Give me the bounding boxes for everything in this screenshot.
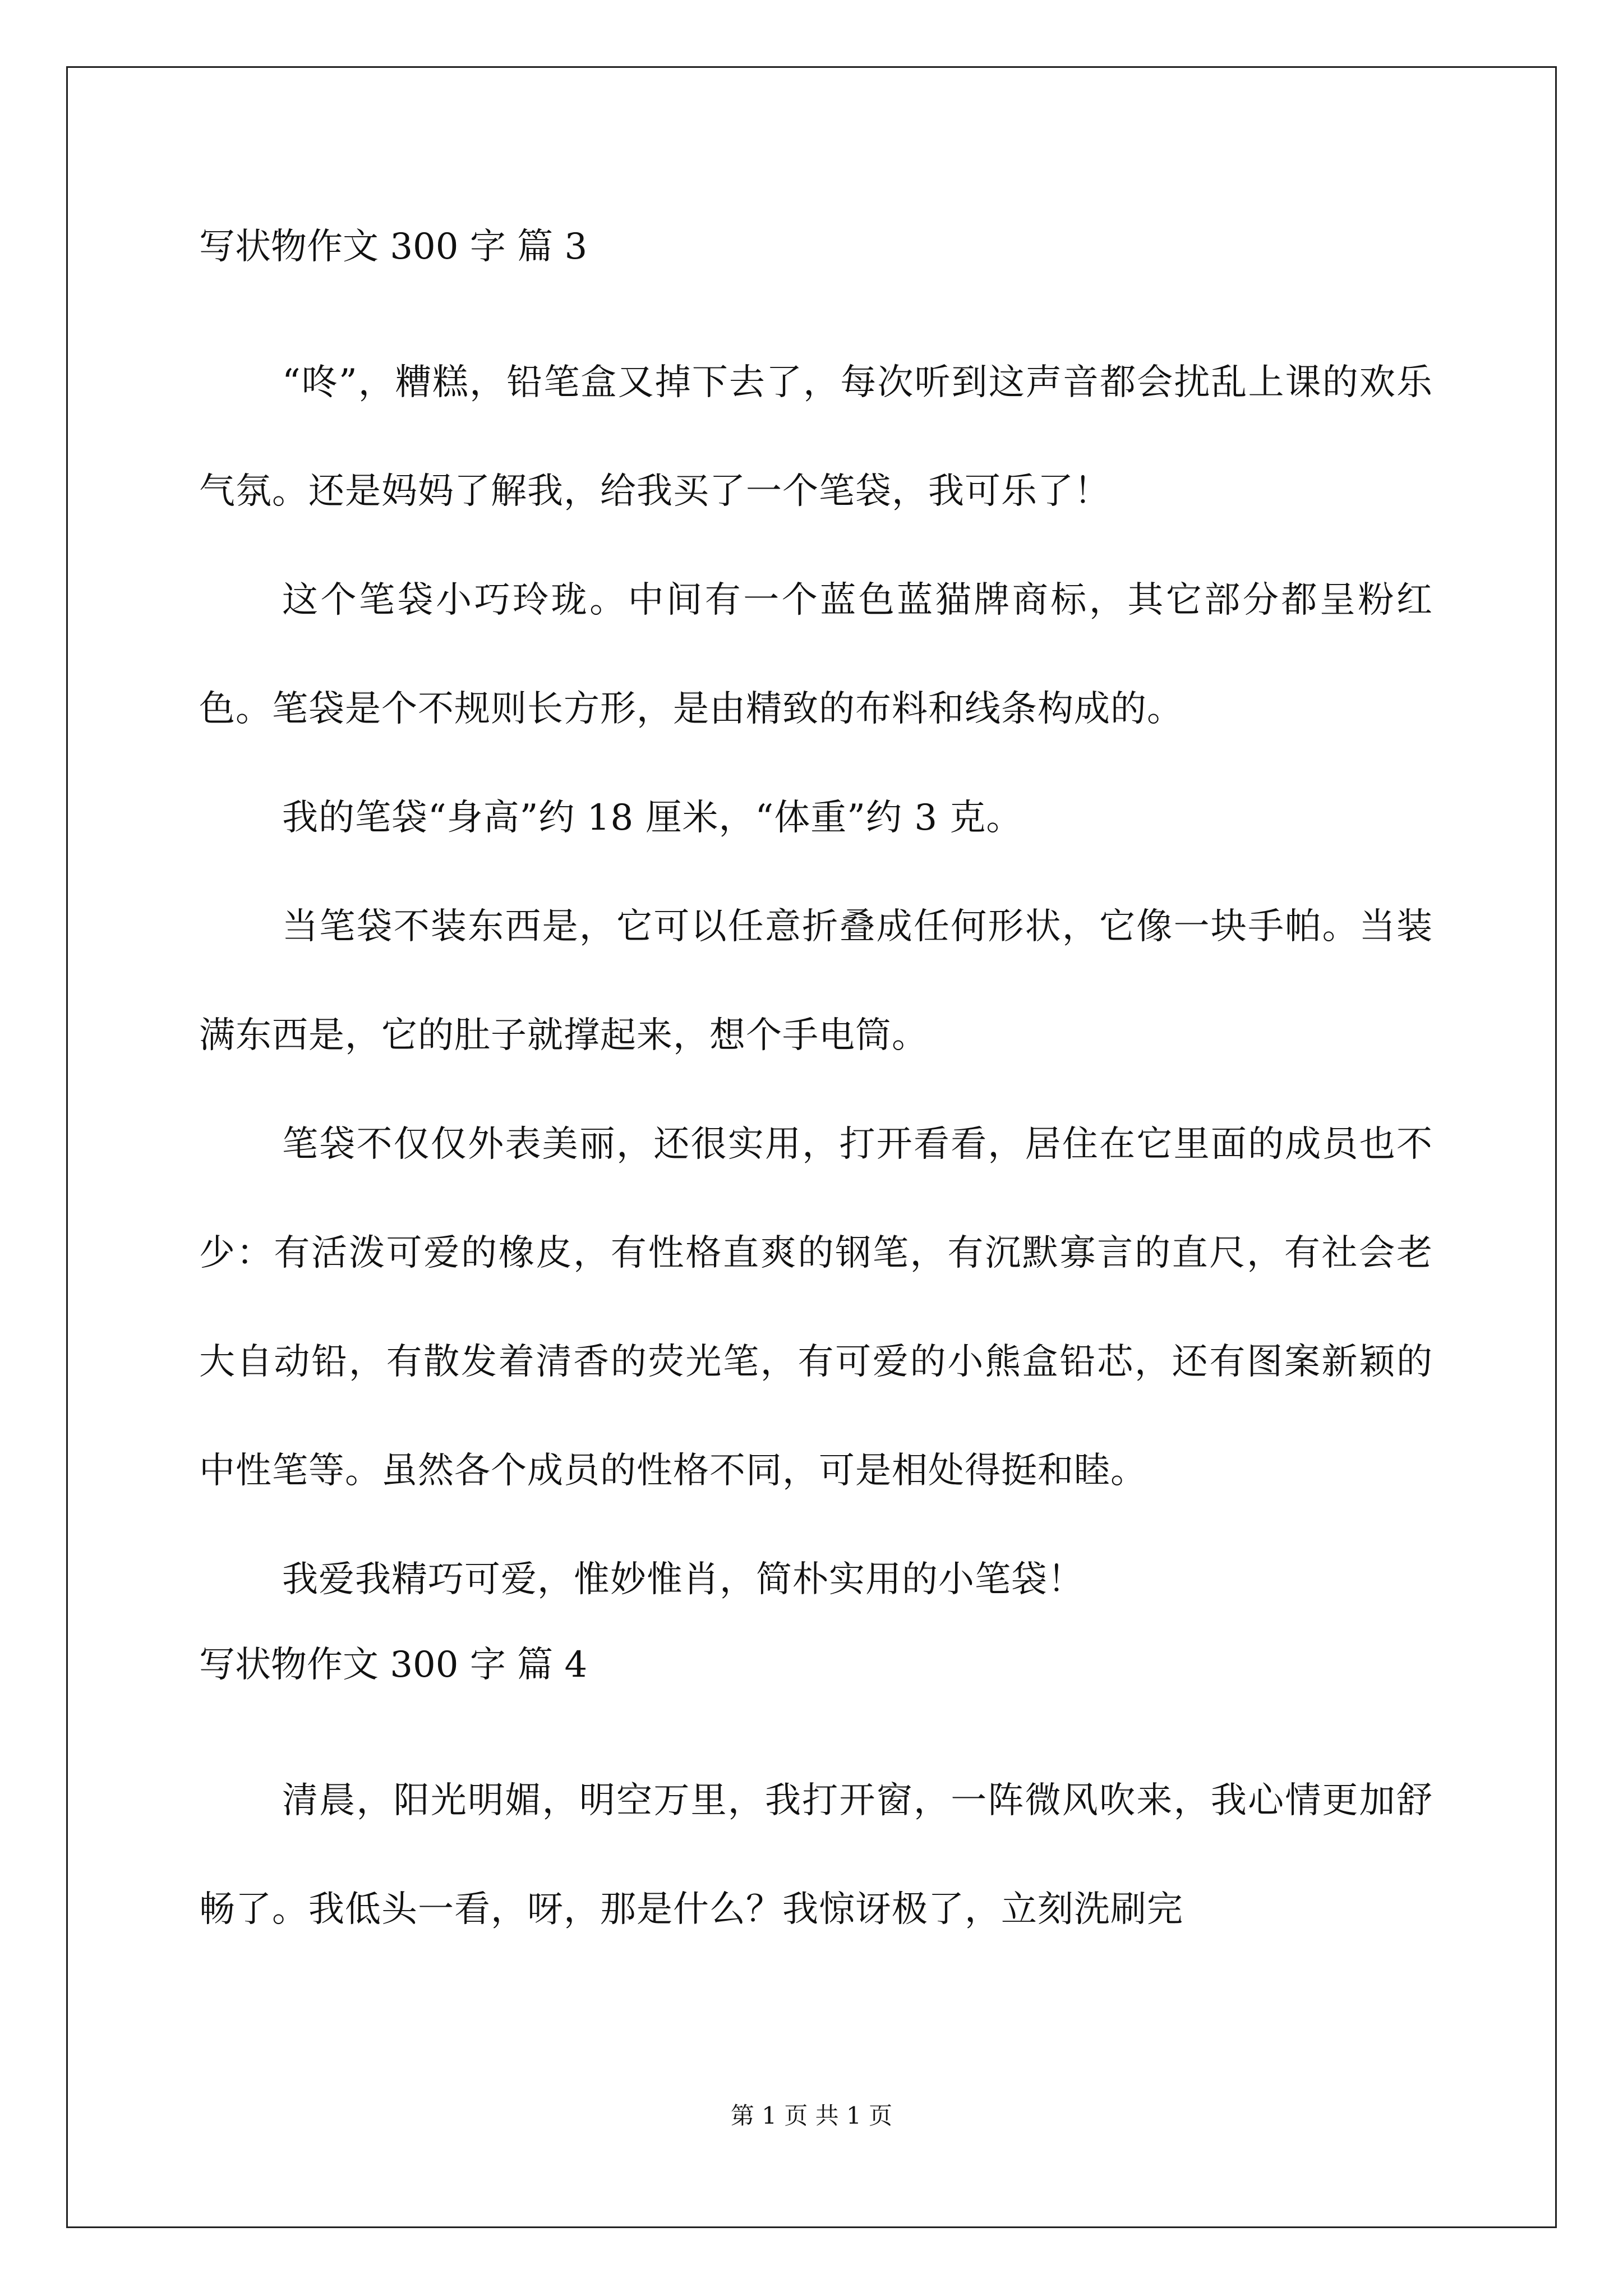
paragraph: 清晨，阳光明媚，明空万里，我打开窗，一阵微风吹来，我心情更加舒畅了。我低头一看，呀，那是什么？我惊讶极了，立刻洗刷完 [199,1780,1433,1930]
paragraph: 笔袋不仅仅外表美丽，还很实用，打开看看，居住在它里面的成员也不少：有活泼可爱的橡皮，有性格直爽的钢笔，有沉默寡言的直尺，有社会老大自动铅，有散发着清香的荧光笔，有可爱的小熊盒铅芯，还有图案新颖的中性笔等。虽然各个成员的性格不同，可是相处得挺和睦。 [199,1124,1433,1492]
section-4-heading: 写状物作文 300 字 篇 4 [199,1644,588,1686]
paragraph: 我的笔袋“身高”约 18 厘米，“体重”约 3 克。 [282,797,1023,839]
paragraph: 这个笔袋小巧玲珑。中间有一个蓝色蓝猫牌商标，其它部分都呈粉红色。笔袋是个不规则长方形，是由精致的布料和线条构成的。 [199,579,1433,730]
page-footer: 第 1 页 共 1 页 [730,2102,893,2129]
document-body [199,222,1433,1964]
paragraph: 我爱我精巧可爱，惟妙惟肖，简朴实用的小笔袋！ [282,1559,1084,1600]
section-3-heading: 写状物作文 300 字 篇 3 [199,226,588,268]
paragraph: 当笔袋不装东西是，它可以任意折叠成任何形状，它像一块手帕。当装满东西是，它的肚子就撑起来，想个手电筒。 [199,906,1433,1056]
paragraph: “咚”，糟糕，铅笔盒又掉下去了，每次听到这声音都会扰乱上课的欢乐气氛。还是妈妈了解我，给我买了一个笔袋，我可乐了！ [199,362,1433,512]
